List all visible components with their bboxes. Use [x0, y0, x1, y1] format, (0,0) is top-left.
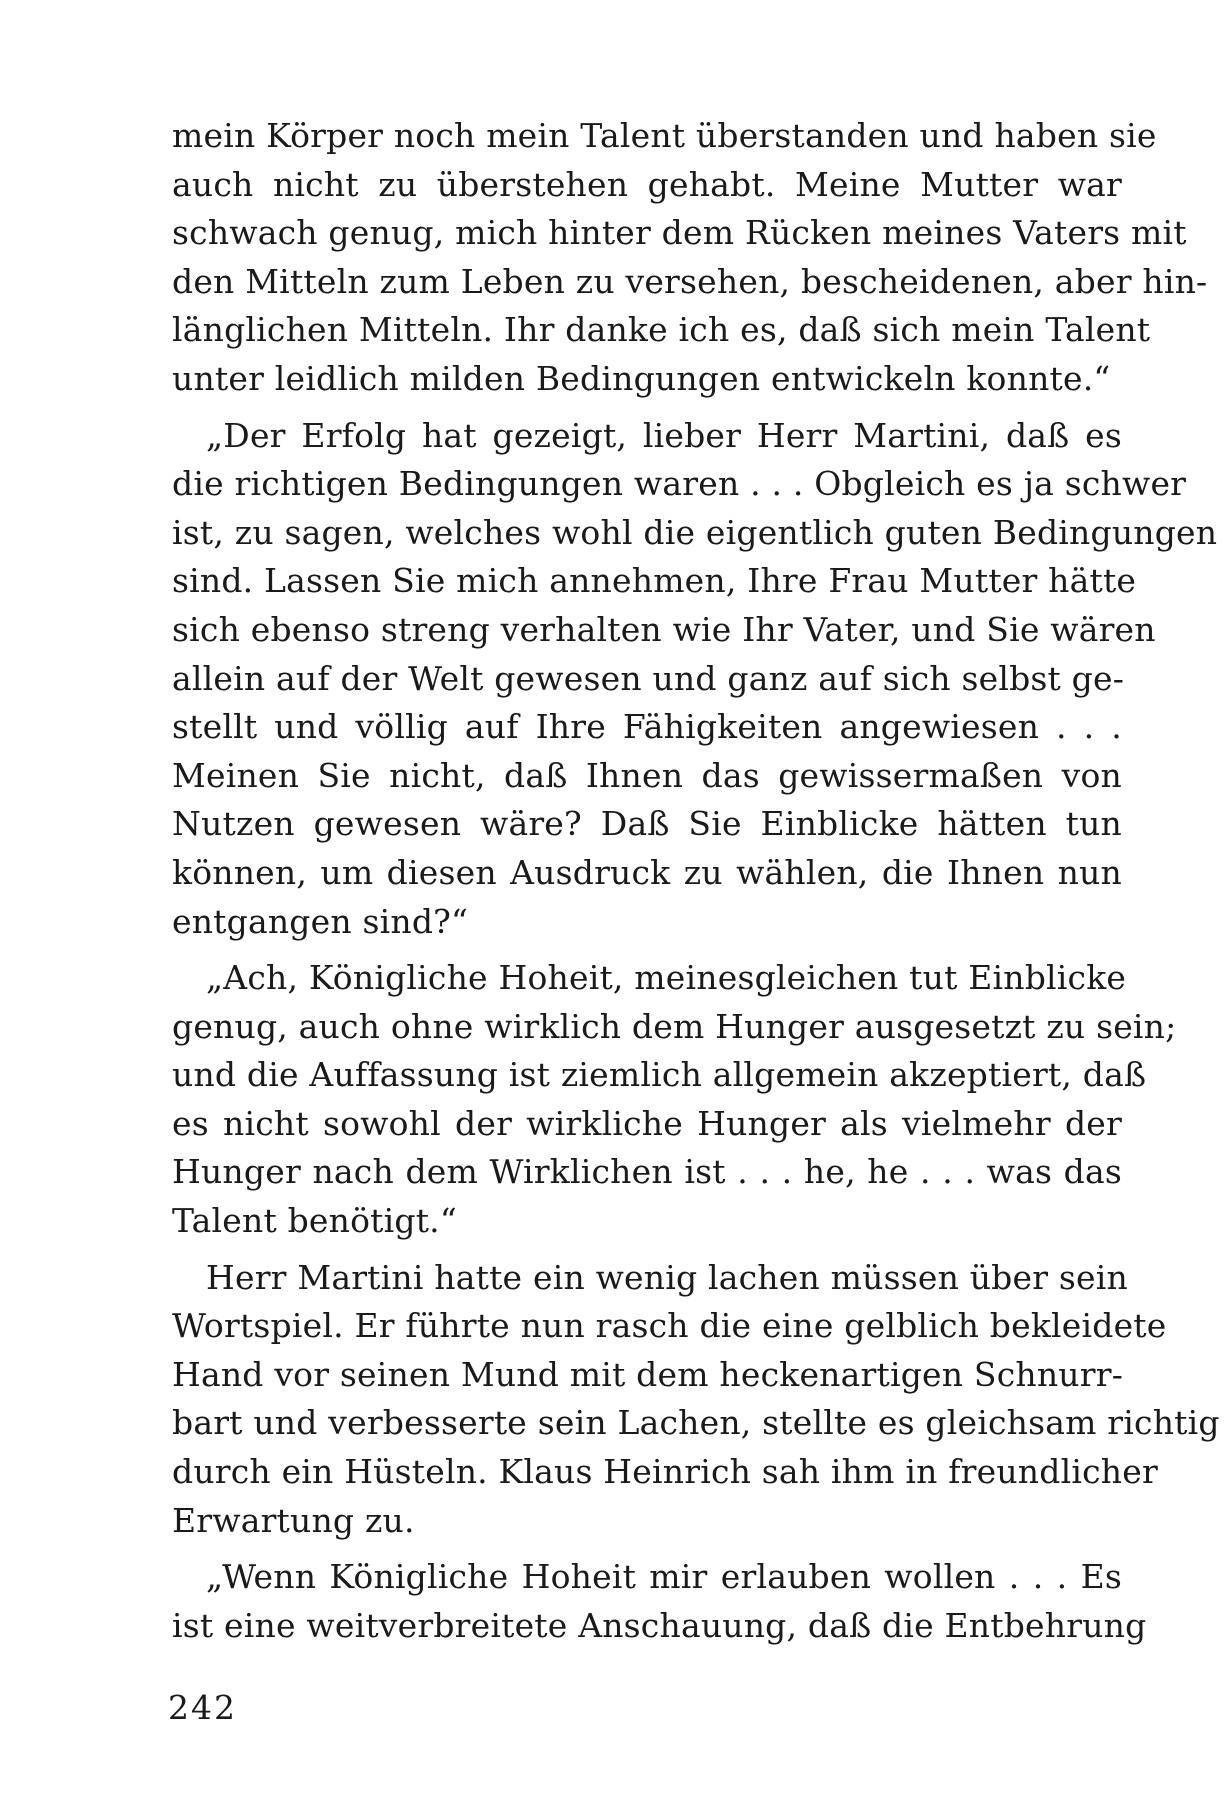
- text-line: Talent benötigt.“: [172, 1201, 457, 1241]
- text-line: es nicht sowohl der wirkliche Hunger als vielmehr der: [172, 1103, 1122, 1143]
- text-line: Herr Martini hatte ein wenig lachen müssen über sein: [206, 1257, 1128, 1297]
- text-line: Nutzen gewesen wäre? Daß Sie Einblicke hätten tun: [172, 804, 1122, 844]
- text-line: ist eine weitverbreitete Anschauung, daß die Entbehrung: [172, 1605, 1147, 1645]
- paragraph: [172, 112, 1208, 404]
- text-line: „Ach, Königliche Hoheit, meinesgleichen tut Einblicke: [206, 958, 1127, 998]
- text-line: entgangen sind?“: [172, 901, 469, 941]
- body-text: [172, 112, 1220, 1650]
- text-line: Meinen Sie nicht, daß Ihnen das gewissermaßen von: [172, 755, 1122, 795]
- text-line: unter leidlich milden Bedingungen entwickeln konnte.“: [172, 358, 1111, 398]
- paragraph: [172, 412, 1218, 947]
- text-line: sich ebenso streng verhalten wie Ihr Vater, und Sie wären: [172, 609, 1156, 649]
- text-line: allein auf der Welt gewesen und ganz auf sich selbst ge-: [172, 658, 1125, 698]
- text-line: sind. Lassen Sie mich annehmen, Ihre Frau Mutter hätte: [172, 561, 1137, 601]
- text-line: mein Körper noch mein Talent überstanden und haben sie: [172, 116, 1157, 155]
- text-line: durch ein Hüsteln. Klaus Heinrich sah ihm in freundlicher: [172, 1452, 1158, 1492]
- text-line: länglichen Mitteln. Ihr danke ich es, daß sich mein Talent: [172, 310, 1151, 350]
- text-line: Hand vor seinen Mund mit dem heckenartigen Schnurr-: [172, 1354, 1124, 1394]
- text-line: Hunger nach dem Wirklichen ist . . . he, he . . . was das: [172, 1152, 1122, 1192]
- text-line: die richtigen Bedingungen waren . . . Obgleich es ja schwer: [172, 464, 1187, 504]
- page-number: 242: [168, 1688, 237, 1727]
- paragraph: [172, 1254, 1220, 1546]
- text-line: schwach genug, mich hinter dem Rücken meines Vaters mit: [172, 213, 1187, 253]
- text-line: bart und verbesserte sein Lachen, stellte es gleichsam richtig: [172, 1403, 1220, 1443]
- text-line: auch nicht zu überstehen gehabt. Meine Mutter war: [172, 164, 1122, 204]
- text-line: stellt und völlig auf Ihre Fähigkeiten angewiesen . . .: [172, 707, 1122, 747]
- text-line: und die Auffassung ist ziemlich allgemein akzeptiert, daß: [172, 1055, 1147, 1095]
- text-line: genug, auch ohne wirklich dem Hunger ausgesetzt zu sein;: [172, 1006, 1177, 1046]
- text-line: Erwartung zu.: [172, 1500, 415, 1540]
- text-line: den Mitteln zum Leben zu versehen, bescheidenen, aber hin-: [172, 261, 1208, 301]
- text-line: Wortspiel. Er führte nun rasch die eine gelblich bekleidete: [172, 1306, 1167, 1346]
- text-line: ist, zu sagen, welches wohl die eigentlich guten Bedingungen: [172, 512, 1218, 552]
- text-line: „Der Erfolg hat gezeigt, lieber Herr Martini, daß es: [206, 415, 1122, 455]
- text-line: können, um diesen Ausdruck zu wählen, die Ihnen nun: [172, 852, 1122, 892]
- paragraph: [172, 1553, 1147, 1650]
- paragraph: [172, 954, 1177, 1246]
- text-line: „Wenn Königliche Hoheit mir erlauben wollen . . . Es: [206, 1557, 1122, 1597]
